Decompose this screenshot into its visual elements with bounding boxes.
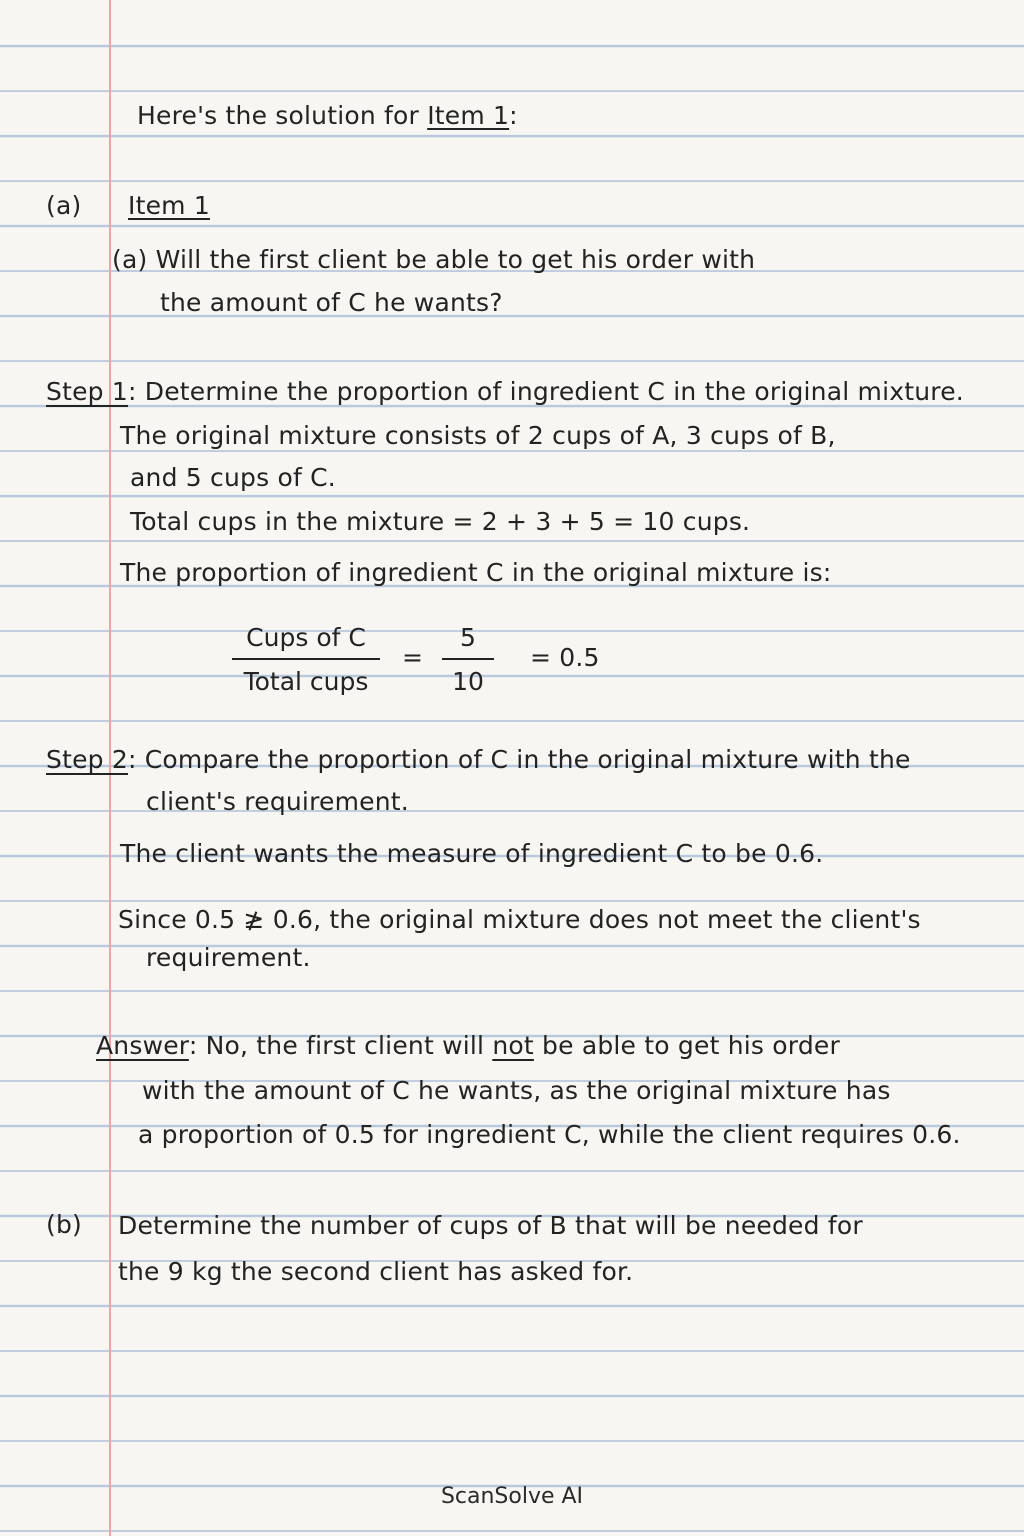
answer-line1: [96, 1030, 840, 1062]
fraction1-bar: [232, 658, 380, 660]
fraction-five-over-ten: [442, 622, 494, 698]
part-b-label: (b): [46, 1210, 82, 1239]
part-a-item-title: Item 1: [128, 191, 210, 220]
answer-line3: a proportion of 0.5 for ingredient C, while the client requires 0.6.: [138, 1120, 961, 1149]
answer-not-emphasis: not: [492, 1031, 534, 1060]
intro-line: [137, 100, 518, 132]
answer-label: Answer: [96, 1031, 189, 1060]
intro-colon: :: [509, 101, 518, 130]
fraction1-numerator: Cups of C: [246, 623, 366, 652]
step2-title-line2: client's requirement.: [146, 787, 409, 816]
answer-line1-post: be able to get his order: [533, 1031, 840, 1060]
step1-line4: The proportion of ingredient C in the original mixture is:: [120, 558, 832, 587]
step1-line1: The original mixture consists of 2 cups of A, 3 cups of B,: [120, 421, 836, 450]
step1-heading: [46, 376, 964, 408]
step2-line2: Since 0.5 ≱ 0.6, the original mixture does not meet the client's: [118, 905, 921, 934]
scansolve-brand-footer: ScanSolve AI: [440, 1484, 584, 1509]
fraction1-denominator: Total cups: [243, 667, 369, 696]
fraction-cups-of-c-over-total: [232, 622, 380, 698]
part-a-label: (a): [46, 191, 82, 220]
fraction2-numerator: 5: [460, 623, 476, 652]
answer-line2: with the amount of C he wants, as the original mixture has: [142, 1076, 891, 1105]
step2-label: Step 2: [46, 745, 128, 774]
answer-line1-pre: : No, the first client will: [188, 1031, 493, 1060]
equals-sign: =: [402, 643, 424, 672]
step1-line2: and 5 cups of C.: [130, 463, 336, 492]
step2-title-line1: : Compare the proportion of C in the original mixture with the: [127, 745, 911, 774]
step2-line3: requirement.: [146, 943, 311, 972]
part-b-line1: Determine the number of cups of B that will be needed for: [118, 1211, 863, 1240]
step2-line1: The client wants the measure of ingredient C to be 0.6.: [120, 839, 824, 868]
part-b-line2: the 9 kg the second client has asked for.: [118, 1257, 634, 1286]
part-a-question-line2: the amount of C he wants?: [160, 288, 503, 317]
fraction2-denominator: 10: [452, 667, 484, 696]
proportion-result: = 0.5: [530, 643, 600, 672]
intro-item-title: Item 1: [427, 101, 510, 130]
fraction2-bar: [442, 658, 494, 660]
step1-label: Step 1: [46, 377, 128, 406]
part-a-question-line1: (a) Will the first client be able to get his order with: [112, 245, 756, 274]
step1-line3: Total cups in the mixture = 2 + 3 + 5 = 10 cups.: [130, 507, 751, 536]
step2-heading: [46, 744, 911, 776]
step1-title: : Determine the proportion of ingredient C in the original mixture.: [127, 377, 964, 406]
intro-text: Here's the solution for: [137, 101, 428, 130]
